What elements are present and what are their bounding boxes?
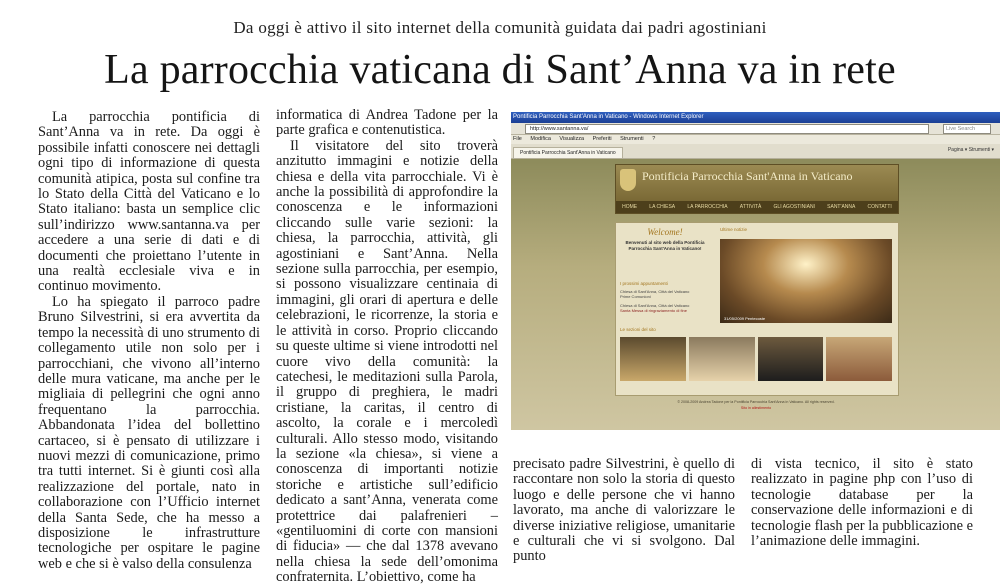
site-nav-item: GLI AGOSTINIANI [773, 204, 815, 210]
website-screenshot [511, 112, 1000, 430]
appointment-place: Chiesa di Sant'Anna, Città del Vaticano [620, 288, 690, 294]
section-thumbnails [620, 337, 892, 381]
gallery-title: Ultime notizie [720, 227, 748, 232]
article-column-3 [513, 457, 735, 565]
browser-toolbar-right: Pagina ▾ Strumenti ▾ [947, 147, 994, 153]
article-column-2 [276, 108, 498, 586]
section-thumbnail [689, 337, 755, 381]
browser-title-bar: Pontificia Parrocchia Sant'Anna in Vaticano - Windows Internet Explorer [511, 112, 1000, 123]
section-thumbnail [826, 337, 892, 381]
site-nav-item: LA PARROCCHIA [687, 204, 728, 210]
site-nav-item: ATTIVITÀ [739, 204, 762, 210]
pentecost-painting [720, 239, 892, 323]
search-field: Live Search [943, 124, 991, 134]
site-sections [620, 327, 892, 383]
section-thumbnail [758, 337, 824, 381]
paragraph: La parrocchia pontificia di Sant’Anna va in rete. Da oggi è possibile infatti conoscere nei dettagli ogni tipo di informazione di questa comunità atipica, posta sul confine tra lo Stato della Città del Vaticano e lo Stato italiano: basta un semplice clic sull’indirizzo www.santanna.va per accedere a una serie di dati e di documenti che proiettano l’utente in una realtà ecclesiale viva e in continuo movimento. [38, 109, 260, 295]
site-nav-item: HOME [622, 204, 638, 210]
gallery [720, 227, 892, 321]
browser-tab: Pontificia Parrocchia Sant'Anna in Vaticano [513, 147, 623, 158]
footer-link: Sito in allestimento [740, 406, 772, 410]
menu-item: Preferiti [592, 136, 612, 142]
appointments [620, 281, 712, 314]
menu-item: Visualizza [559, 136, 585, 142]
site-page [511, 159, 1000, 430]
browser-tabs [511, 144, 1000, 159]
sections-title: Le sezioni del sito [620, 327, 656, 332]
site-nav-item: CONTATTI [867, 204, 892, 210]
article-headline: La parrocchia vaticana di Sant’Anna va in rete [104, 47, 896, 93]
appointment-place: Chiesa di Sant'Anna, Città del Vaticano [620, 302, 690, 308]
article-kicker: Da oggi è attivo il sito internet della comunità guidata dai padri agostiniani [233, 18, 767, 37]
welcome-box [620, 227, 710, 269]
footer-copyright: © 2008-2009 Andrea Tadone per la Pontificia Parrocchia Sant'Anna in Vaticano. All rights reserved. [677, 400, 835, 404]
menu-item: File [513, 136, 522, 142]
article-column-4 [751, 457, 973, 549]
site-nav [616, 201, 898, 213]
paragraph: Il visitatore del sito troverà anzitutto immagini e notizie della chiesa e della vita parrocchiale. Vi è anche la possibilità di approfondire la conoscenza e le informazioni cliccando sulle varie sezioni: la chiesa, la parrocchia, attività, gli agostiniani e Sant’Anna. Nella sezione sulla parrocchia, per esempio, si possono visualizzare centinaia di immagini, gli orari di apertura e delle celebrazioni, le ricorrenze, la storia e le attività in corso. Proprio cliccando su queste ultime si viene introdotti nel cuore vivo della comunità: la catechesi, le meditazioni sulla Parola, il gruppo di preghiera, le madri cristiane, la caritas, il centro di ascolto, la corale e i mercoledì culturali. Allo stesso modo, visitando la sezione «la chiesa», si viene a conoscenza di importanti notizie storiche e artistiche sull’edificio dedicato a sant’Anna, venerata come protettrice dai palafrenieri – «gentiluomini di corte con mansioni di fiducia» — che dal 1378 avevano nella chiesa la sede dell’omonima confraternita. L’obiettivo, come ha [276, 137, 498, 586]
site-footer [615, 399, 897, 411]
article-column-1 [38, 110, 260, 572]
appointments-title: I prossimi appuntamenti [620, 281, 668, 286]
browser-address-bar [511, 123, 1000, 135]
site-nav-item: LA CHIESA [649, 204, 676, 210]
browser-menu [511, 135, 1000, 144]
menu-item: ? [652, 136, 656, 142]
menu-item: Strumenti [620, 136, 644, 142]
paragraph: precisato padre Silvestrini, è quello di raccontare non solo la storia di questo luogo e delle persone che vi hanno lavorato, ma anche di valorizzare le diverse iniziative religiose, umanitarie e culturali che vi si svolgono. Dal punto [513, 456, 735, 565]
url-field: http://www.santanna.va/ [525, 124, 929, 134]
menu-item: Modifica [530, 136, 551, 142]
site-title: Pontificia Parrocchia Sant'Anna in Vaticano [642, 169, 853, 183]
section-thumbnail [620, 337, 686, 381]
appointment-event: Santa Messa di ringraziamento di fine [620, 308, 687, 313]
site-nav-item: SANT'ANNA [827, 204, 856, 210]
welcome-text: Benvenuti al sito web della Pontificia Parrocchia Sant'Anna in Vaticano! [625, 240, 705, 251]
site-body [615, 222, 899, 396]
welcome-title: Welcome! [647, 227, 683, 237]
papal-crest-icon [620, 169, 636, 191]
gallery-caption: 31/05/2009 Pentecoste [724, 316, 766, 321]
appointment-event: Prime Comunioni [620, 294, 651, 299]
paragraph: Lo ha spiegato il parroco padre Bruno Silvestrini, si era avvertita da tempo la necessità di uno strumento di collegamento utile non solo per i parrocchiani, che vivono all’interno delle mura vaticane, ma anche per le migliaia di pellegrini che ogni anno frequentano la parrocchia. Abbandonata l’idea del bollettino cartaceo, si è pensato di utilizzare i nuovi mezzi di comunicazione, primo tra tutti internet. Si è giunti così alla realizzazione del portale, nato in collaborazione con l’Ufficio internet della Santa Sede, che ha messo a disposizione le infrastrutture tecnologiche per ospitare le pagine web e che si è valso della consulenza [38, 293, 260, 572]
paragraph: informatica di Andrea Tadone per la parte grafica e contenutistica. [276, 107, 498, 139]
site-banner [615, 164, 899, 214]
paragraph: di vista tecnico, il sito è stato realizzato in pagine php con l’uso di tecnologie database per la conservazione delle informazioni e di tecnologie flash per la pubblicazione e l’animazione delle immagini. [751, 456, 973, 550]
